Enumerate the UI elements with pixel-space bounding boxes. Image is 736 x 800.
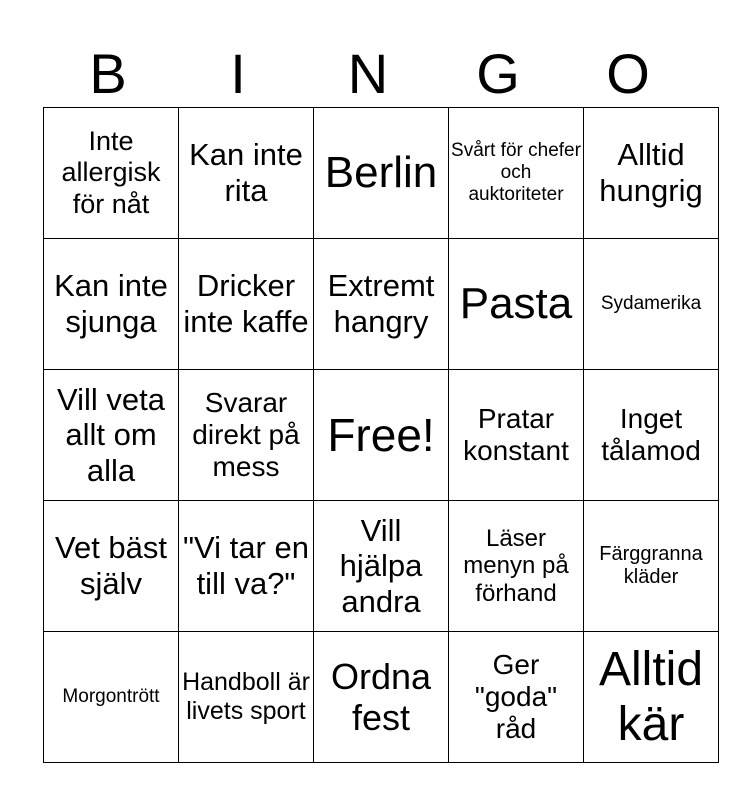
bingo-cell[interactable]: Ger "goda" råd	[449, 632, 584, 763]
header-letter-i: I	[230, 42, 246, 105]
header-letter-b: B	[89, 42, 127, 105]
bingo-cell[interactable]: Svarar direkt på mess	[179, 370, 314, 501]
grid-row	[44, 239, 719, 370]
bingo-cell[interactable]: "Vi tar en till va?"	[179, 501, 314, 632]
bingo-cell[interactable]: Pasta	[449, 239, 584, 370]
bingo-cell[interactable]: Sydamerika	[584, 239, 719, 370]
bingo-cell[interactable]: Alltid kär	[584, 632, 719, 763]
bingo-cell[interactable]: Inte allergisk för nåt	[44, 108, 179, 239]
bingo-cell[interactable]: Dricker inte kaffe	[179, 239, 314, 370]
bingo-cell[interactable]: Svårt för chefer och auktoriteter	[449, 108, 584, 239]
bingo-cell[interactable]: Pratar konstant	[449, 370, 584, 501]
grid-row	[44, 501, 719, 632]
bingo-cell[interactable]: Kan inte rita	[179, 108, 314, 239]
bingo-cell[interactable]: Extremt hangry	[314, 239, 449, 370]
bingo-header	[43, 40, 693, 108]
bingo-cell[interactable]: Inget tålamod	[584, 370, 719, 501]
grid-row	[44, 370, 719, 501]
bingo-cell[interactable]: Färggranna kläder	[584, 501, 719, 632]
header-letter-o: O	[606, 42, 650, 105]
bingo-cell[interactable]: Kan inte sjunga	[44, 239, 179, 370]
header-letter-n: N	[347, 42, 389, 105]
grid-row	[44, 632, 719, 763]
bingo-cell[interactable]: Berlin	[314, 108, 449, 239]
bingo-grid	[43, 107, 719, 763]
bingo-cell[interactable]: Alltid hungrig	[584, 108, 719, 239]
header-letter-g: G	[476, 42, 520, 105]
bingo-cell[interactable]: Läser menyn på förhand	[449, 501, 584, 632]
bingo-cell[interactable]: Morgontrött	[44, 632, 179, 763]
bingo-cell[interactable]: Handboll är livets sport	[179, 632, 314, 763]
grid-row	[44, 108, 719, 239]
bingo-cell[interactable]: Vill hjälpa andra	[314, 501, 449, 632]
bingo-cell[interactable]: Free!	[314, 370, 449, 501]
bingo-cell[interactable]: Vill veta allt om alla	[44, 370, 179, 501]
bingo-cell[interactable]: Ordna fest	[314, 632, 449, 763]
bingo-cell[interactable]: Vet bäst själv	[44, 501, 179, 632]
